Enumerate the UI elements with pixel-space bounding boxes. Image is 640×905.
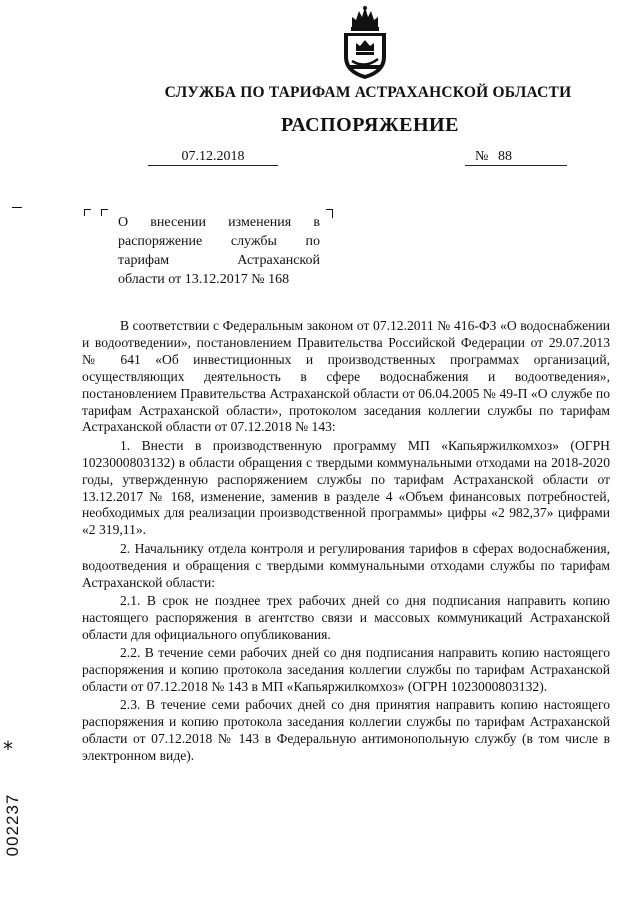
document-title: РАСПОРЯЖЕНИЕ: [281, 114, 459, 136]
body-paragraph: В соответствии с Федеральным законом от 07.12.2011 № 416-ФЗ «О водоснабжении и водоотведении», постановлением Правительства Российской Федерации от 29.07.2013 № 641 «Об инвестиционных и производственных программах организаций, осуществляющих деятельность в сфере водоснабжения и водоотведения», постановлением Правительства Астраханской области от 06.04.2005 № 49-П «О службе по тарифам Астраханской области», протоколом заседания коллегии службы по тарифам Астраханской области от 07.12.2018 № 143:: [82, 318, 610, 435]
margin-star: *: [3, 737, 13, 761]
document-subject: [118, 213, 320, 289]
subject-line: распоряжение службы по: [118, 234, 320, 249]
number-sign: №: [475, 149, 489, 164]
corner-mark-left-a: [84, 209, 91, 216]
subject-line: области от 13.12.2017 № 168: [118, 272, 290, 287]
document-body: [82, 318, 610, 767]
document-number: [465, 149, 567, 166]
subject-line: тарифам Астраханской: [118, 253, 320, 268]
body-paragraph: 2.2. В течение семи рабочих дней со дня подписания направить копию настоящего распоряжения и копию протокола заседания коллегии службы по тарифам Астраханской области от 07.12.2018 № 143 в МП «Капьяржилкомхоз» (ОГРН 1023000803132).: [82, 645, 610, 695]
corner-mark-right: [326, 209, 333, 218]
corner-mark-left-b: [101, 209, 108, 216]
number-value: 88: [498, 149, 512, 164]
registration-number: 002237: [3, 793, 22, 857]
body-paragraph: 2.1. В срок не позднее трех рабочих дней со дня подписания направить копию настоящего распоряжения в агентство связи и массовых коммуникаций Астраханской области для официального опубликования.: [82, 593, 610, 642]
body-paragraph: 1. Внести в производственную программу МП «Капьяржилкомхоз» (ОГРН 1023000803132) в области обращения с твердыми коммунальными отходами на 2018-2020 годы, утвержденную распоряжением службы по тарифам Астраханской области от 13.12.2017 № 168, изменение, заменив в разделе 4 «Объем финансовых потребностей, необходимых для реализации производственной программы» цифры «2 982,37» цифрами «2 319,11».: [82, 437, 610, 538]
document-date: 07.12.2018: [148, 149, 278, 166]
body-paragraph: 2.3. В течение семи рабочих дней со дня принятия направить копию настоящего распоряжения и копию протокола заседания коллегии службы по тарифам Астраханской области от 07.12.2018 № 143 в Федеральную антимонопольную службу (в том числе в электронном виде).: [82, 697, 610, 764]
coat-of-arms-emblem: [338, 5, 392, 81]
subject-line: О внесении изменения в: [118, 215, 320, 230]
body-paragraph: 2. Начальнику отдела контроля и регулирования тарифов в сферах водоснабжения, водоотведения и обращения с твердыми коммунальными отходами службы по тарифам Астраханской области:: [82, 540, 610, 590]
margin-dash: [12, 207, 22, 208]
agency-name: СЛУЖБА ПО ТАРИФАМ АСТРАХАНСКОЙ ОБЛАСТИ: [164, 84, 572, 101]
